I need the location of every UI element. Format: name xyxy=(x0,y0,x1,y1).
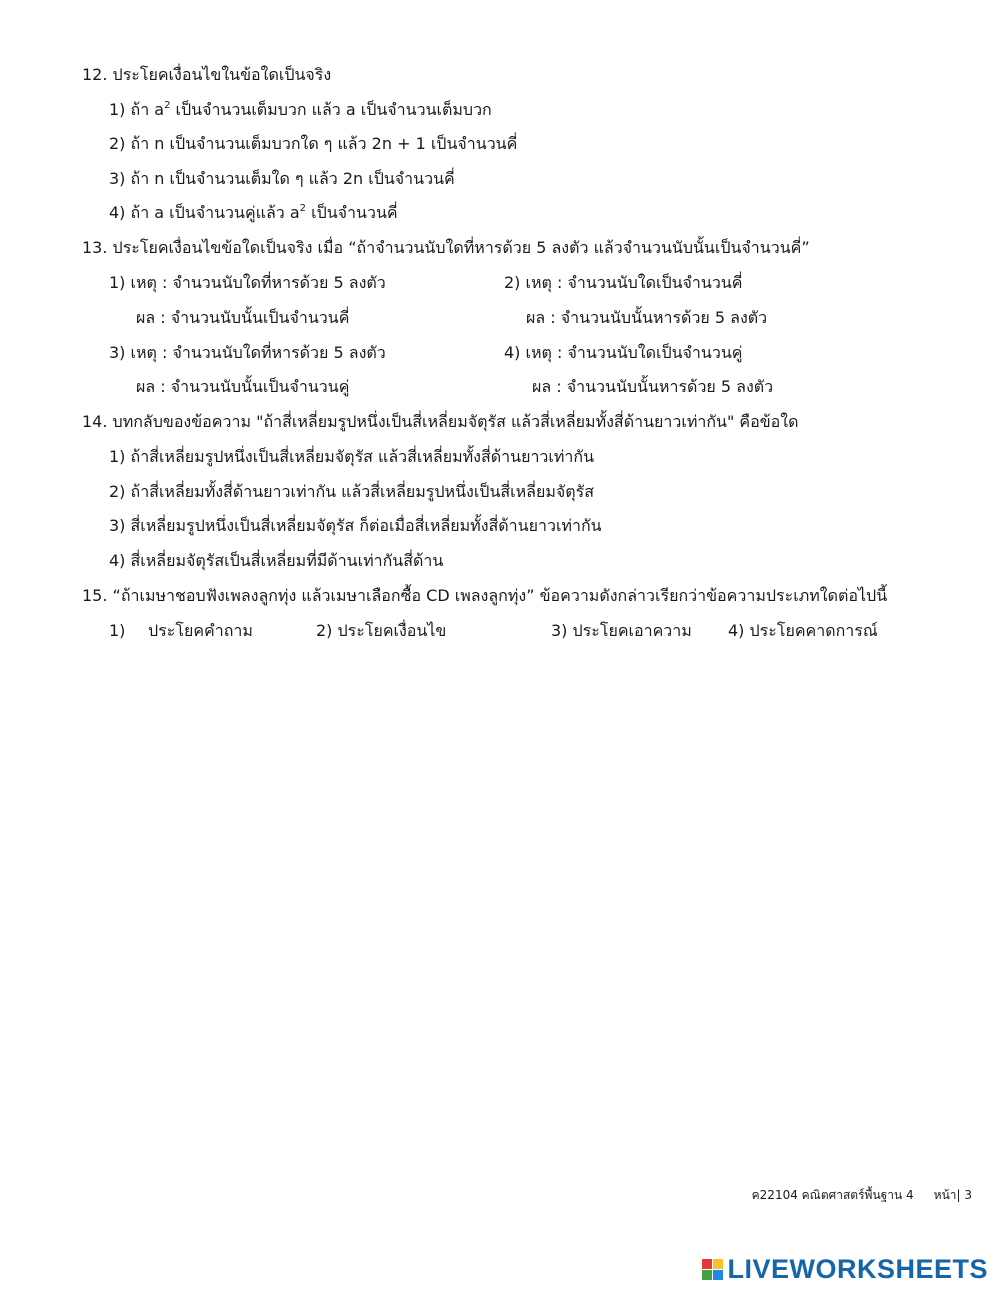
q12-option-1 xyxy=(109,100,492,120)
q14-option-2: 2) ถ้าสี่เหลี่ยมทั้งสี่ด้านยาวเท่ากัน แล้วสี่เหลี่ยมรูปหนึ่งเป็นสี่เหลี่ยมจัตุรัส xyxy=(109,482,595,501)
q13-option-1-effect: ผล : จำนวนนับนั้นเป็นจำนวนคี่ xyxy=(136,308,350,327)
footer-course: ค22104 คณิตศาสตร์พื้นฐาน 4 xyxy=(751,1188,914,1202)
q12-option-1-exponent: 2 xyxy=(164,100,171,111)
q12-option-4-post: เป็นจำนวนคี่ xyxy=(306,203,398,222)
q13-option-2-cause: 2) เหตุ : จำนวนนับใดเป็นจำนวนคี่ xyxy=(504,273,743,292)
q13-option-1-cause: 1) เหตุ : จำนวนนับใดที่หารด้วย 5 ลงตัว xyxy=(109,273,386,292)
q12-option-1-pre: 1) ถ้า a xyxy=(109,100,165,119)
q13-option-3-effect: ผล : จำนวนนับนั้นเป็นจำนวนคู่ xyxy=(136,377,350,396)
q12-option-2: 2) ถ้า n เป็นจำนวนเต็มบวกใด ๆ แล้ว 2n + 1 เป็นจำนวนคี่ xyxy=(109,134,518,153)
logo-block-blue xyxy=(713,1270,723,1280)
q14-question: 14. บทกลับของข้อความ "ถ้าสี่เหลี่ยมรูปหนึ่งเป็นสี่เหลี่ยมจัตุรัส แล้วสี่เหลี่ยมทั้งสี่ด้านยาวเท่ากัน" คือข้อใด xyxy=(82,412,799,431)
q12-option-4 xyxy=(109,203,398,223)
page-footer xyxy=(752,1186,972,1205)
logo-blocks-icon xyxy=(702,1259,723,1280)
q15-option-2: 2) ประโยคเงื่อนไข xyxy=(316,621,447,640)
footer-page-number: หน้า| 3 xyxy=(933,1188,972,1202)
q12-option-1-post: เป็นจำนวนเต็มบวก แล้ว a เป็นจำนวนเต็มบวก xyxy=(170,100,492,119)
logo-block-yellow xyxy=(713,1259,723,1269)
q15-option-4: 4) ประโยคคาดการณ์ xyxy=(728,621,878,640)
q15-option-3: 3) ประโยคเอาความ xyxy=(551,621,692,640)
q14-option-4: 4) สี่เหลี่ยมจัตุรัสเป็นสี่เหลี่ยมที่มีด้านเท่ากันสี่ด้าน xyxy=(109,551,444,570)
q13-question: 13. ประโยคเงื่อนไขข้อใดเป็นจริง เมื่อ “ถ้าจำนวนนับใดที่หารด้วย 5 ลงตัว แล้วจำนวนนับนั้นเป็นจำนวนคี่” xyxy=(82,238,810,257)
q15-option-1: ประโยคคำถาม xyxy=(148,621,253,640)
q12-question: 12. ประโยคเงื่อนไขในข้อใดเป็นจริง xyxy=(82,65,332,84)
q12-option-4-exponent: 2 xyxy=(299,203,307,214)
q12-option-4-pre: 4) ถ้า a เป็นจำนวนคู่แล้ว a xyxy=(109,203,300,222)
q13-option-2-effect: ผล : จำนวนนับนั้นหารด้วย 5 ลงตัว xyxy=(526,308,768,327)
q14-option-3: 3) สี่เหลี่ยมรูปหนึ่งเป็นสี่เหลี่ยมจัตุรัส ก็ต่อเมื่อสี่เหลี่ยมทั้งสี่ด้านยาวเท่ากัน xyxy=(109,516,602,535)
logo-block-green xyxy=(702,1270,712,1280)
q15-option-1-number: 1) xyxy=(109,621,126,640)
q14-option-1: 1) ถ้าสี่เหลี่ยมรูปหนึ่งเป็นสี่เหลี่ยมจัตุรัส แล้วสี่เหลี่ยมทั้งสี่ด้านยาวเท่ากัน xyxy=(109,447,595,466)
logo-block-red xyxy=(702,1259,712,1269)
q13-option-4-cause: 4) เหตุ : จำนวนนับใดเป็นจำนวนคู่ xyxy=(504,343,743,362)
q13-option-4-effect: ผล : จำนวนนับนั้นหารด้วย 5 ลงตัว xyxy=(532,377,774,396)
logo-text: LIVEWORKSHEETS xyxy=(727,1254,988,1284)
q12-option-3: 3) ถ้า n เป็นจำนวนเต็มใด ๆ แล้ว 2n เป็นจำนวนคี่ xyxy=(109,169,455,188)
q15-question: 15. “ถ้าเมษาชอบฟังเพลงลูกทุ่ง แล้วเมษาเลือกซื้อ CD เพลงลูกทุ่ง” ข้อความดังกล่าวเรียกว่าข้อความประเภทใดต่อไปนี้ xyxy=(82,586,888,605)
q13-option-3-cause: 3) เหตุ : จำนวนนับใดที่หารด้วย 5 ลงตัว xyxy=(109,343,386,362)
liveworksheets-logo xyxy=(702,1254,988,1284)
